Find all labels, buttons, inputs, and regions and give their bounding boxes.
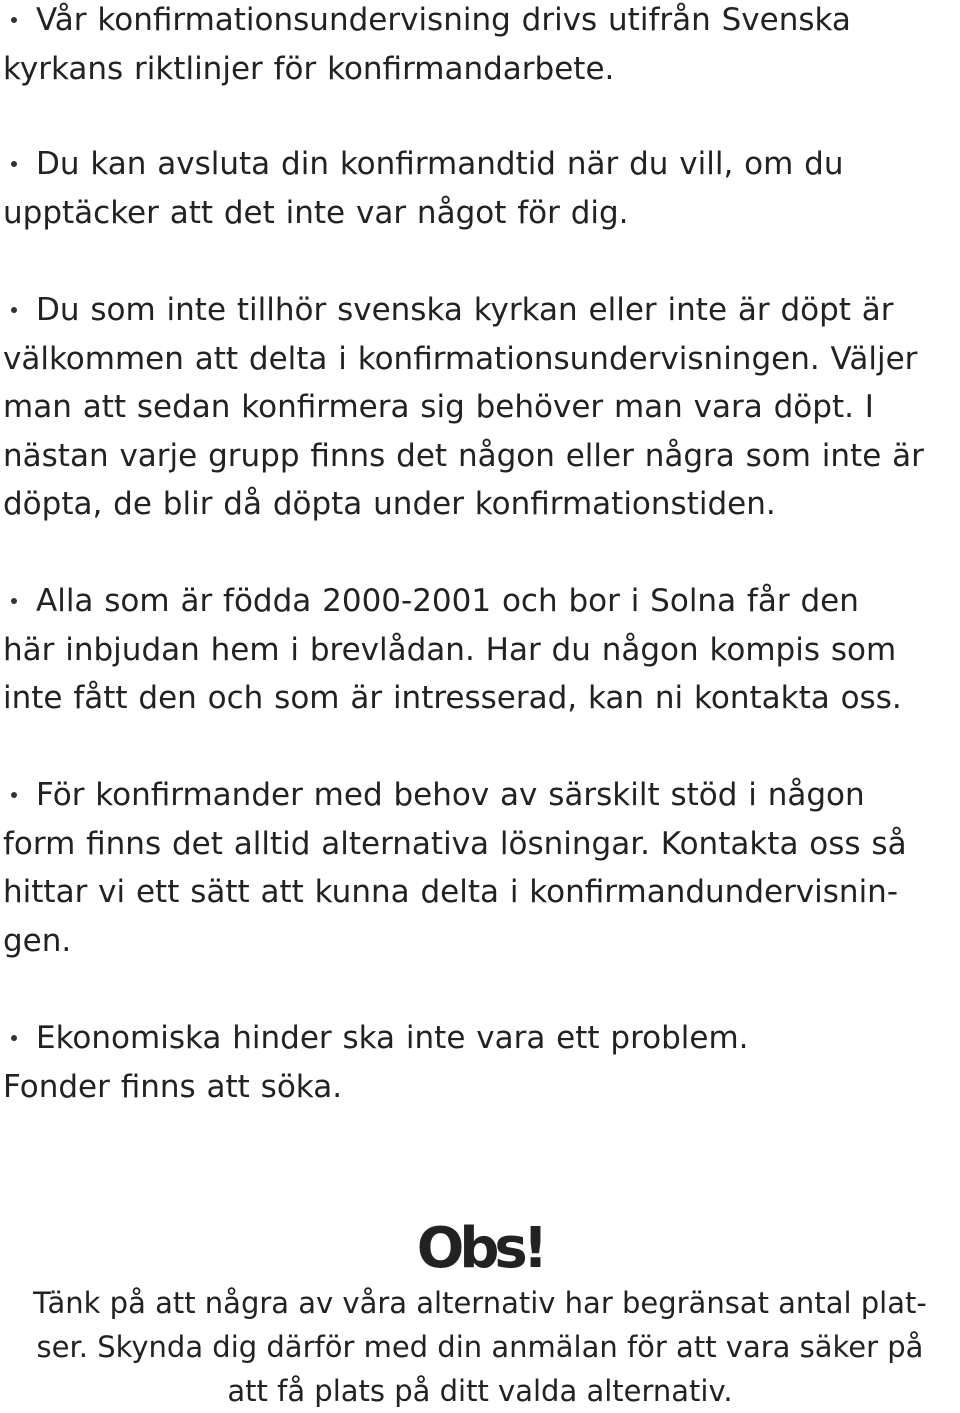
- bullet-dot-icon: [11, 17, 17, 23]
- bullet-line: gen.: [3, 922, 72, 959]
- bullet-line: Du som inte tillhör svenska kyrkan eller inte är döpt är: [3, 286, 955, 335]
- bullet-line: döpta, de blir då döpta under konfirmationstiden.: [3, 486, 776, 522]
- obs-notice: [0, 1281, 960, 1413]
- bullet-item-quit-anytime: [3, 140, 955, 237]
- bullet-dot-icon: [11, 792, 17, 798]
- obs-line: att få plats på ditt valda alternativ.: [227, 1374, 733, 1408]
- obs-line: ser. Skynda dig därför med din anmälan för att vara säker på: [36, 1330, 924, 1364]
- bullet-item-baptism: [3, 286, 955, 529]
- bullet-line: Fonder finns att söka.: [3, 1068, 343, 1105]
- bullet-line: kyrkans riktlinjer för konfirmandarbete.: [3, 50, 615, 87]
- bullet-dot-icon: [11, 1035, 17, 1041]
- bullet-dot-icon: [11, 598, 17, 604]
- bullet-line: hittar vi ett sätt att kunna delta i konfirmandundervisnin-: [3, 874, 899, 910]
- obs-heading: Obs!: [416, 1216, 544, 1281]
- bullet-line: man att sedan konfirmera sig behöver man vara döpt. I: [3, 389, 874, 425]
- bullet-item-confirmation-guidelines: [3, 0, 955, 93]
- bullet-line: här inbjudan hem i brevlådan. Har du någon kompis som: [3, 631, 897, 668]
- bullet-line: form finns det alltid alternativa lösningar. Kontakta oss så: [3, 825, 907, 862]
- bullet-item-special-support: [3, 771, 955, 965]
- bullet-line: Du kan avsluta din konfirmandtid när du vill, om du: [3, 140, 955, 189]
- obs-line: Tänk på att några av våra alternativ har begränsat antal plat-: [33, 1286, 927, 1320]
- bullet-item-invitation: [3, 577, 955, 723]
- bullet-line: inte fått den och som är intresserad, kan ni kontakta oss.: [3, 680, 902, 716]
- bullet-line: Vår konfirmationsundervisning drivs utifrån Svenska: [3, 0, 955, 45]
- bullet-line: För konfirmander med behov av särskilt stöd i någon: [3, 771, 955, 820]
- bullet-line: upptäcker att det inte var något för dig.: [3, 194, 629, 231]
- bullet-dot-icon: [11, 307, 17, 313]
- bullet-line: Alla som är födda 2000-2001 och bor i Solna får den: [3, 577, 955, 626]
- bullet-dot-icon: [11, 161, 17, 167]
- bullet-item-economy: [3, 1014, 955, 1111]
- bullet-line: välkommen att delta i konfirmationsundervisningen. Väljer: [3, 340, 918, 377]
- bullet-line: nästan varje grupp finns det någon eller några som inte är: [3, 437, 924, 474]
- bullet-line: Ekonomiska hinder ska inte vara ett problem.: [3, 1014, 955, 1063]
